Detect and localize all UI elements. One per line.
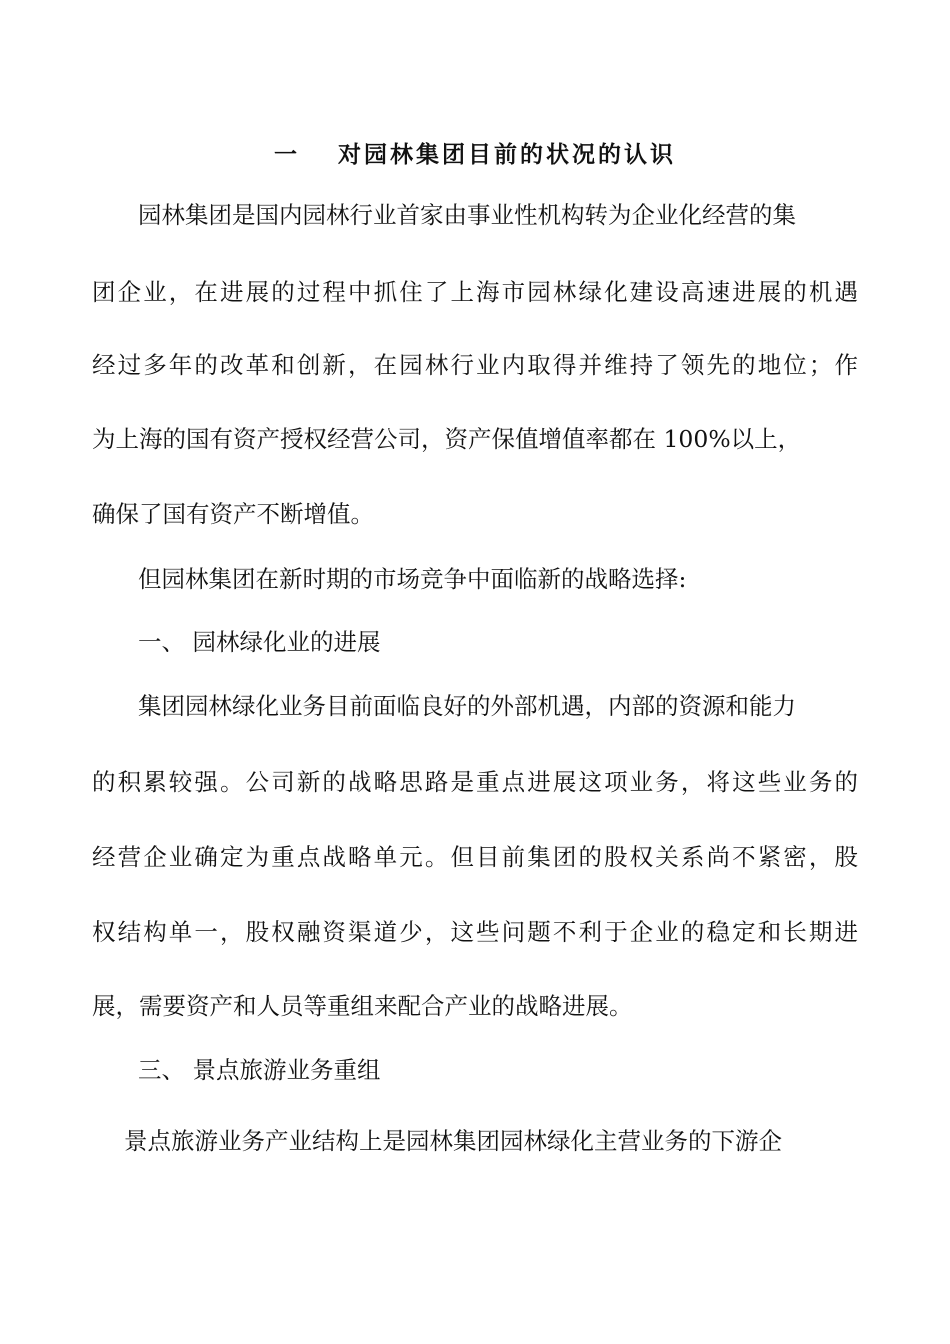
paragraph-line: 经营企业确定为重点战略单元。但目前集团的股权关系尚不紧密，股 — [92, 843, 858, 871]
paragraph-line: 但园林集团在新时期的市场竞争中面临新的战略选择: — [138, 565, 687, 593]
paragraph-line: 集团园林绿化业务目前面临良好的外部机遇，内部的资源和能力 — [138, 692, 796, 720]
subsection-heading: 一、 园林绿化业的进展 — [138, 628, 381, 656]
paragraph-line: 为上海的国有资产授权经营公司，资产保值增值率都在 100%以上， — [92, 425, 802, 453]
section-heading — [0, 136, 950, 169]
subsection-heading: 三、 景点旅游业务重组 — [138, 1056, 381, 1084]
paragraph-line: 景点旅游业务产业结构上是园林集团园林绿化主营业务的下游企 — [124, 1127, 782, 1155]
paragraph-line: 经过多年的改革和创新，在园林行业内取得并维持了领先的地位；作 — [92, 351, 858, 379]
paragraph-line: 展，需要资产和人员等重组来配合产业的战略进展。 — [92, 992, 633, 1020]
paragraph-line: 权结构单一，股权融资渠道少，这些问题不利于企业的稳定和长期进 — [92, 918, 858, 946]
section-title: 对园林集团目前的状况的认识 — [338, 141, 676, 168]
paragraph-line: 的积累较强。公司新的战略思路是重点进展这项业务，将这些业务的 — [92, 768, 858, 796]
section-number: 一 — [274, 141, 300, 168]
paragraph-line: 确保了国有资产不断增值。 — [92, 500, 374, 528]
paragraph-line: 团企业，在进展的过程中抓住了上海市园林绿化建设高速进展的机遇 — [92, 278, 858, 306]
paragraph-line: 园林集团是国内园林行业首家由事业性机构转为企业化经营的集 — [138, 201, 796, 229]
